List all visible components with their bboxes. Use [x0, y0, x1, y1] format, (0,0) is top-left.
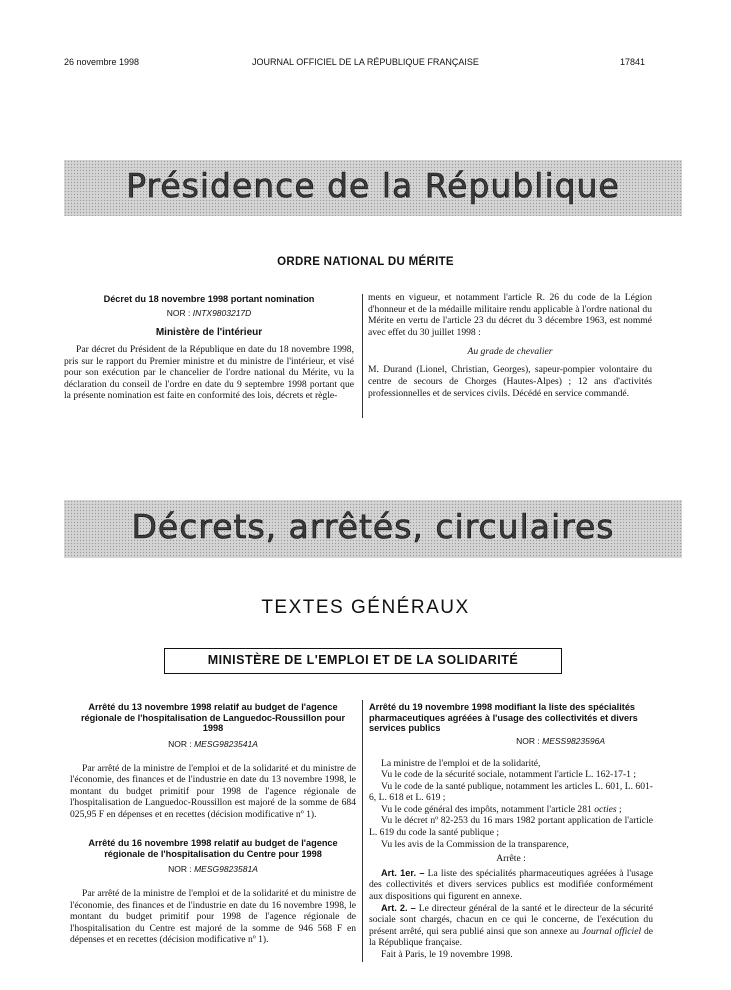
banner-presidence-title: Présidence de la République: [126, 166, 620, 205]
decret-nor: [64, 308, 354, 318]
decret-nominee: M. Durand (Lionel, Christian, Georges), sapeur-pompier volontaire du centre de secours de Chorges (Hautes-Alpes) ; 12 ans d'activités professionnelles et de services civils. Décédé en service commandé.: [368, 364, 652, 399]
arrete2-nor-label: NOR :: [168, 864, 192, 874]
arrete3-fait: Fait à Paris, le 19 novembre 1998.: [381, 949, 513, 960]
arrete3-nor-code: MESS9823596A: [542, 735, 605, 746]
column-divider-2: [362, 700, 363, 962]
decret-para1: Par décret du Président de la République en date du 18 novembre 1998, pris sur le rapport du Premier ministre et du ministre de l'intérieur, et visé pour son exécution par le chancelier de l'ordre national du Mérite, vu la déclaration du conseil de l'ordre en date du 9 septembre 1998 portant que la présente nomination est faite en conformité des lois, décrets et règle-: [64, 344, 354, 402]
arrete1-block: [70, 702, 356, 820]
decret-title: Décret du 18 novembre 1998 portant nomination: [103, 294, 315, 304]
banner-presidence: [64, 160, 682, 216]
arrete1-nor: [70, 739, 356, 749]
arrete3-line4-text: Vu le code général des impôts, notamment l'article 281: [381, 803, 592, 815]
arrete3-line5: Vu le décret nº 82-253 du 16 mars 1982 portant application de l'article L. 619 du code la santé publique ;: [369, 815, 653, 839]
decret-left-column: [64, 294, 354, 402]
header-journal-title: JOURNAL OFFICIEL DE LA RÉPUBLIQUE FRANÇAISE: [252, 57, 479, 67]
arrete3-art2-label: Art. 2. –: [381, 902, 416, 913]
arrete3-nor-label: NOR :: [516, 735, 540, 746]
arrete1-text: Par arrêté de la ministre de l'emploi et de la solidarité et du ministre de l'économie, des finances et de l'industrie en date du 13 novembre 1998, le montant du budget primitif pour 1998 de l'agence régionale de l'hospitalisation de Languedoc-Roussillon est majoré de la somme de 684 025,95 F en dépenses et en recettes (décision modificative nº 1).: [70, 762, 356, 820]
header-date: 26 novembre 1998: [64, 57, 140, 67]
arrete2-nor: [70, 864, 356, 874]
arrete3-line6: Vu les avis de la Commission de la transparence,: [381, 838, 569, 850]
arrete1-title: Arrêté du 13 novembre 1998 relatif au budget de l'agence régionale de l'hospitalisation de Languedoc-Roussillon pour 1998: [80, 702, 346, 733]
arrete1-nor-label: NOR :: [168, 738, 192, 749]
arrete3-title: Arrêté du 19 novembre 1998 modifiant la liste des spécialités pharmaceutiques agréées à l'usage des collectivités et divers services publics: [369, 702, 638, 733]
arrete3-arrete: Arrête :: [496, 853, 526, 865]
arrete2-nor-code: MESG9823581A: [194, 864, 258, 874]
arrete2-title: Arrêté du 16 novembre 1998 relatif au budget de l'agence régionale de l'hospitalisation du Centre pour 1998: [88, 838, 338, 859]
decret-nor-label: NOR :: [166, 307, 191, 318]
arrete3-art2-journal: Journal officiel: [581, 925, 642, 937]
arrete3-art2-end: de la République française.: [369, 925, 653, 949]
section-heading: TEXTES GÉNÉRAUX: [261, 597, 470, 618]
banner-decrets-title: Décrets, arrêtés, circulaires: [131, 507, 615, 546]
column-divider: [362, 294, 363, 418]
arrete3-art2: [369, 903, 653, 949]
arrete3-line4-italic: octies: [594, 803, 617, 815]
arrete3-block: [369, 702, 653, 961]
decret-grade: Au grade de chevalier: [467, 346, 553, 358]
decret-nor-code: INTX9803217D: [192, 307, 252, 318]
arrete3-art1-text: La liste des spécialités pharmaceutiques agréées à l'usage des collectivités et divers services publics est modifiée conformément aux dispositions qui figurent en annexe.: [369, 867, 653, 903]
arrete3-art1: [369, 868, 653, 903]
header-page-number: 17841: [620, 57, 646, 67]
ministry-box-label: MINISTÈRE DE L'EMPLOI ET DE LA SOLIDARITÉ: [207, 653, 519, 667]
arrete3-art1-label: Art. 1er. –: [381, 867, 425, 878]
decret-para2: ments en vigueur, et notamment l'article R. 26 du code de la Légion d'honneur et de la médaille militaire rendu applicable à l'ordre national du Mérite en vertu de l'article 23 du décret du 3 décembre 1963, est nommé avec effet du 30 juillet 1998 :: [368, 292, 652, 338]
arrete3-line2: Vu le code de la sécurité sociale, notamment l'article L. 162-17-1 ;: [381, 769, 637, 781]
arrete3-nor: [369, 736, 653, 746]
arrete3-line4: [369, 804, 653, 816]
ministry-box: [164, 648, 562, 674]
banner-decrets: [64, 500, 682, 558]
decret-ministry: Ministère de l'intérieur: [155, 326, 263, 338]
arrete3-line1: La ministre de l'emploi et de la solidarité,: [381, 757, 541, 769]
arrete3-art2-text: Le directeur général de la santé et le directeur de la sécurité sociale sont chargés, chacun en ce qui le concerne, de l'exécution du présent arrêté, qui sera publié ainsi que son annexe au: [369, 902, 653, 937]
arrete3-line4-end: ;: [619, 803, 622, 815]
decret-right-column: [368, 292, 652, 399]
arrete1-nor-code: MESG9823541A: [194, 738, 258, 749]
ordre-heading: ORDRE NATIONAL DU MÉRITE: [277, 256, 454, 268]
arrete2-text: Par arrêté de la ministre de l'emploi et de la solidarité et du ministre de l'économie, des finances et de l'industrie en date du 16 novembre 1998, le montant du budget primitif pour 1998 de l'agence régionale de l'hospitalisation du Centre est majoré de la somme de 946 568 F en dépenses et en recettes (décision modificative nº 1).: [70, 888, 356, 946]
arrete3-line3: Vu le code de la santé publique, notamment les articles L. 601, L. 601-6, L. 618 et L. 619 ;: [369, 780, 653, 804]
arrete2-block: [70, 838, 356, 946]
